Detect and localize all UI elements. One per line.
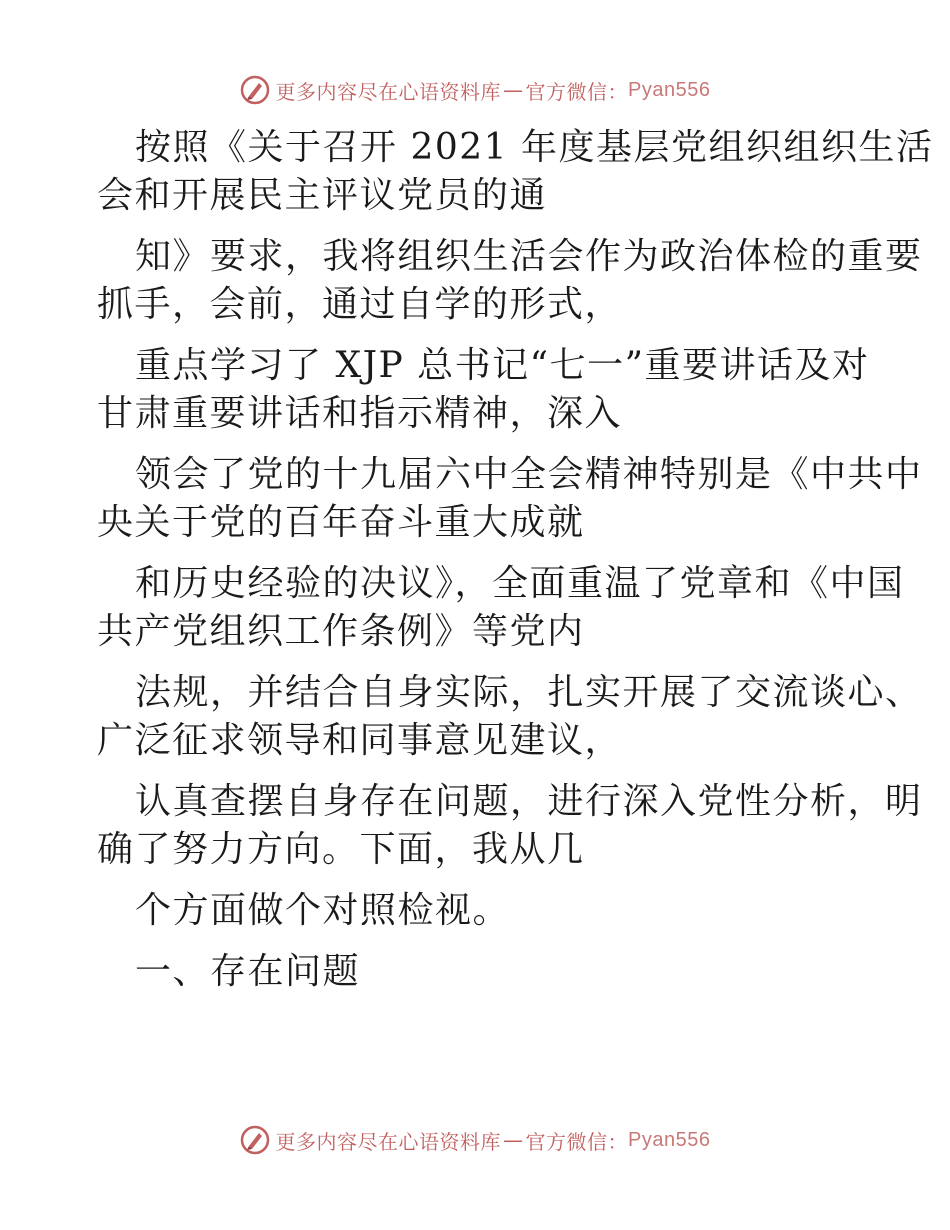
watermark-wechat-id: Pyan556 xyxy=(628,1128,711,1151)
pen-logo-icon xyxy=(240,1125,270,1155)
watermark-dash: — xyxy=(503,78,524,102)
paragraph-4-line-1: 领会了党的十九届六中全会精神特别是《中共中 xyxy=(135,454,923,495)
paragraph-2-line-2: 抓手，会前，通过自学的形式， xyxy=(97,284,623,325)
paragraph-3-line-2: 甘肃重要讲话和指示精神，深入 xyxy=(97,393,623,434)
paragraph-5-line-2: 共产党组织工作条例》等党内 xyxy=(97,611,585,652)
header-watermark xyxy=(0,70,950,110)
watermark-wechat-id: Pyan556 xyxy=(628,78,711,101)
watermark-sub-text: 官方微信： xyxy=(525,79,629,104)
paragraph-3-line-1: 重点学习了 XJP 总书记“七一”重要讲话及对 xyxy=(135,345,870,386)
paragraph-7-line-1: 认真查摆自身存在问题，进行深入党性分析，明 xyxy=(135,781,923,822)
paragraph-8-line-1: 个方面做个对照检视。 xyxy=(135,890,511,931)
watermark-dash: — xyxy=(503,1128,524,1152)
paragraph-2-line-1: 知》要求，我将组织生活会作为政治体检的重要 xyxy=(135,236,923,277)
paragraph-5-line-1: 和历史经验的决议》，全面重温了党章和《中国 xyxy=(135,563,905,604)
document-body xyxy=(97,124,934,996)
paragraph-7-line-2: 确了努力方向。下面，我从几 xyxy=(97,829,585,870)
watermark-sub-text: 官方微信： xyxy=(525,1129,629,1154)
paragraph-1-line-1: 按照《关于召开 2021 年度基层党组织组织生活 xyxy=(135,127,934,168)
footer-watermark xyxy=(0,1120,950,1160)
paragraph-1-line-2: 会和开展民主评议党员的通 xyxy=(97,175,548,216)
watermark-main-text: 更多内容尽在心语资料库 xyxy=(275,1129,502,1154)
section-heading: 一、存在问题 xyxy=(135,951,361,992)
paragraph-4-line-2: 央关于党的百年奋斗重大成就 xyxy=(97,502,585,543)
pen-logo-icon xyxy=(240,75,270,105)
paragraph-6-line-1: 法规，并结合自身实际，扎实开展了交流谈心、 xyxy=(135,672,923,713)
paragraph-6-line-2: 广泛征求领导和同事意见建议， xyxy=(97,720,623,761)
watermark-main-text: 更多内容尽在心语资料库 xyxy=(275,79,502,104)
